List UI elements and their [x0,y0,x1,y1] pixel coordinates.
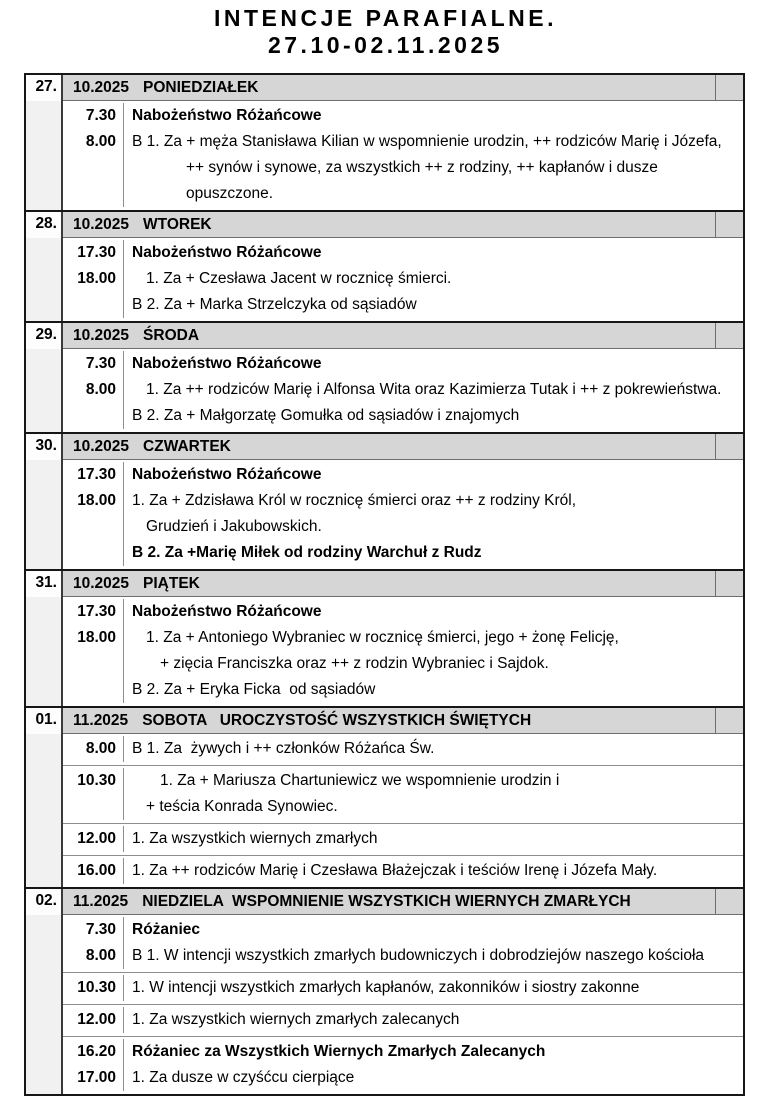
intentions-group [63,855,743,887]
time-cell [63,155,124,207]
intention-text: 1. Za wszystkich wiernych zmarłych zalecanych [132,1011,460,1028]
day-header-label: SOBOTA UROCZYSTOŚĆ WSZYSTKICH ŚWIĘTYCH [142,711,532,729]
intention-text: 1. Za wszystkich wiernych zmarłych [132,830,378,847]
time-cell: 17.30 [63,240,124,266]
intention-row [63,736,743,762]
day-header-label-wrap [63,571,715,596]
day-header-date: 10.2025 [73,574,130,592]
intention-row [63,917,743,943]
time-cell: 7.30 [63,103,124,129]
intention-text: + teścia Konrada Synowiec. [146,798,338,815]
day-header-label-wrap [63,75,715,100]
time-cell [63,651,124,677]
intentions-group [63,915,743,972]
header-end-cell [715,212,743,237]
intention-text: B 1. Za żywych i ++ członków Różańca Św. [132,740,435,757]
intention-row [63,129,743,155]
day-number: 29. [26,323,61,349]
intention-text: Nabożeństwo Różańcowe [132,107,322,124]
day-header-date: 10.2025 [73,437,130,455]
time-cell: 17.00 [63,1065,124,1091]
time-cell [63,292,124,318]
intention-row [63,1039,743,1065]
intention-row [63,677,743,703]
time-cell: 16.00 [63,858,124,884]
page-title-line1: INTENCJE PARAFIALNE. [213,5,558,31]
day-column [26,708,63,887]
intention-row [63,240,743,266]
day-header-date: 10.2025 [73,78,130,96]
intentions-group [63,460,743,569]
time-cell: 17.30 [63,462,124,488]
intentions-group [63,765,743,823]
intention-row [63,625,743,651]
intention-text: Różaniec [132,921,201,938]
day-header-label: NIEDZIELA WSPOMNIENIE WSZYSTKICH WIERNYCH ZMARŁYCH [142,892,631,910]
day-header-row [63,75,743,101]
intention-text: 1. Za ++ rodziców Marię i Czesława Błażejczak i teściów Irenę i Józefa Mały. [132,862,658,879]
intention-text: B 2. Za + Małgorzatę Gomułka od sąsiadów i znajomych [132,407,520,424]
time-cell: 7.30 [63,351,124,377]
intention-text: 1. W intencji wszystkich zmarłych kapłanów, zakonników i siostry zakonne [132,979,640,996]
day-block-31 [26,569,743,706]
page-title-line2: 27.10-02.11.2025 [267,32,504,58]
day-header-label-wrap [63,212,715,237]
intention-text: 1. Za + Zdzisława Król w rocznicę śmierci oraz ++ z rodziny Król, [132,492,577,509]
intention-text: Nabożeństwo Różańcowe [132,244,322,261]
day-number: 30. [26,434,61,460]
day-header-date: 11.2025 [73,892,129,910]
header-end-cell [715,75,743,100]
time-cell: 7.30 [63,917,124,943]
time-cell: 12.00 [63,826,124,852]
intention-row [63,943,743,969]
time-cell: 8.00 [63,943,124,969]
time-cell: 16.20 [63,1039,124,1065]
intention-row [63,826,743,852]
day-number: 28. [26,212,61,238]
intention-text: Nabożeństwo Różańcowe [132,603,322,620]
intention-row [63,377,743,403]
day-column [26,889,63,1094]
time-cell [63,794,124,820]
time-cell: 17.30 [63,599,124,625]
intention-row [63,103,743,129]
intention-text: 1. Za + Mariusza Chartuniewicz we wspomnienie urodzin i [160,772,560,789]
day-header-label: PIĄTEK [143,574,200,592]
day-number: 31. [26,571,61,597]
intentions-group [63,349,743,432]
page-title [0,0,771,59]
intentions-group [63,972,743,1004]
time-cell: 18.00 [63,625,124,651]
intention-text: B 1. W intencji wszystkich zmarłych budowniczych i dobrodziejów naszego kościoła [132,947,705,964]
day-block-02 [26,887,743,1094]
day-block-28 [26,210,743,321]
day-block-30 [26,432,743,569]
day-header-row [63,212,743,238]
day-number: 27. [26,75,61,101]
header-end-cell [715,571,743,596]
time-cell [63,540,124,566]
time-cell: 12.00 [63,1007,124,1033]
intentions-group [63,1004,743,1036]
day-column [26,434,63,569]
intention-row [63,599,743,625]
intention-text: Grudzień i Jakubowskich. [146,518,322,535]
intention-row [63,514,743,540]
intention-text: 1. Za dusze w czyśćcu cierpiące [132,1069,355,1086]
intentions-group [63,734,743,765]
intention-row [63,351,743,377]
day-column [26,75,63,210]
day-block-01 [26,706,743,887]
day-header-label-wrap [63,434,715,459]
time-cell [63,514,124,540]
intention-row [63,292,743,318]
time-cell: 10.30 [63,768,124,794]
day-number: 02. [26,889,61,915]
intention-row [63,266,743,292]
day-block-27 [26,75,743,210]
day-header-row [63,708,743,734]
day-header-label: PONIEDZIAŁEK [143,78,259,96]
intention-row [63,651,743,677]
time-cell: 8.00 [63,129,124,155]
day-number: 01. [26,708,61,734]
intention-row [63,794,743,820]
day-header-label: WTOREK [143,215,212,233]
header-end-cell [715,889,743,914]
day-header-label: CZWARTEK [143,437,231,455]
intention-row [63,768,743,794]
intention-row [63,155,743,207]
intention-text: + zięcia Franciszka oraz ++ z rodzin Wybraniec i Sajdok. [160,655,549,672]
intention-text: Różaniec za Wszystkich Wiernych Zmarłych Zalecanych [132,1043,546,1060]
intention-row [63,1065,743,1091]
intention-row [63,462,743,488]
day-header-row [63,323,743,349]
day-header-label-wrap [63,323,715,348]
day-header-row [63,571,743,597]
intention-text: 1. Za + Antoniego Wybraniec w rocznicę śmierci, jego + żonę Felicję, [146,629,619,646]
header-end-cell [715,708,743,733]
intention-row [63,540,743,566]
time-cell [63,403,124,429]
header-end-cell [715,434,743,459]
time-cell: 10.30 [63,975,124,1001]
day-header-label-wrap [63,708,715,733]
day-header-row [63,434,743,460]
intentions-group [63,238,743,321]
intention-text: B 2. Za + Eryka Ficka od sąsiadów [132,681,376,698]
intentions-table [24,73,745,1096]
intentions-group [63,1036,743,1094]
intention-row [63,1007,743,1033]
header-end-cell [715,323,743,348]
day-column [26,571,63,706]
intention-row [63,488,743,514]
intention-row [63,403,743,429]
day-column [26,212,63,321]
intention-text: Nabożeństwo Różańcowe [132,355,322,372]
intention-text: B 2. Za +Marię Miłek od rodziny Warchuł z Rudz [132,544,482,561]
day-header-date: 10.2025 [73,326,130,344]
intentions-group [63,823,743,855]
day-header-date: 10.2025 [73,215,130,233]
time-cell: 8.00 [63,736,124,762]
intention-text: 1. Za ++ rodziców Marię i Alfonsa Wita oraz Kazimierza Tutak i ++ z pokrewieństwa. [146,381,722,398]
day-block-29 [26,321,743,432]
intention-text: Nabożeństwo Różańcowe [132,466,322,483]
time-cell [63,677,124,703]
intention-text: ++ synów i synowe, za wszystkich ++ z rodziny, ++ kapłanów i dusze opuszczone. [186,159,663,202]
intention-row [63,975,743,1001]
intention-text: B 2. Za + Marka Strzelczyka od sąsiadów [132,296,417,313]
intention-row [63,858,743,884]
day-header-label-wrap [63,889,715,914]
intention-text: B 1. Za + męża Stanisława Kilian w wspomnienie urodzin, ++ rodziców Marię i Józefa, [132,133,722,150]
time-cell: 18.00 [63,266,124,292]
day-header-date: 11.2025 [73,711,129,729]
time-cell: 18.00 [63,488,124,514]
intention-text: 1. Za + Czesława Jacent w rocznicę śmierci. [146,270,452,287]
intentions-group [63,597,743,706]
time-cell: 8.00 [63,377,124,403]
day-header-label: ŚRODA [143,326,200,344]
intentions-group [63,101,743,210]
day-header-row [63,889,743,915]
day-column [26,323,63,432]
